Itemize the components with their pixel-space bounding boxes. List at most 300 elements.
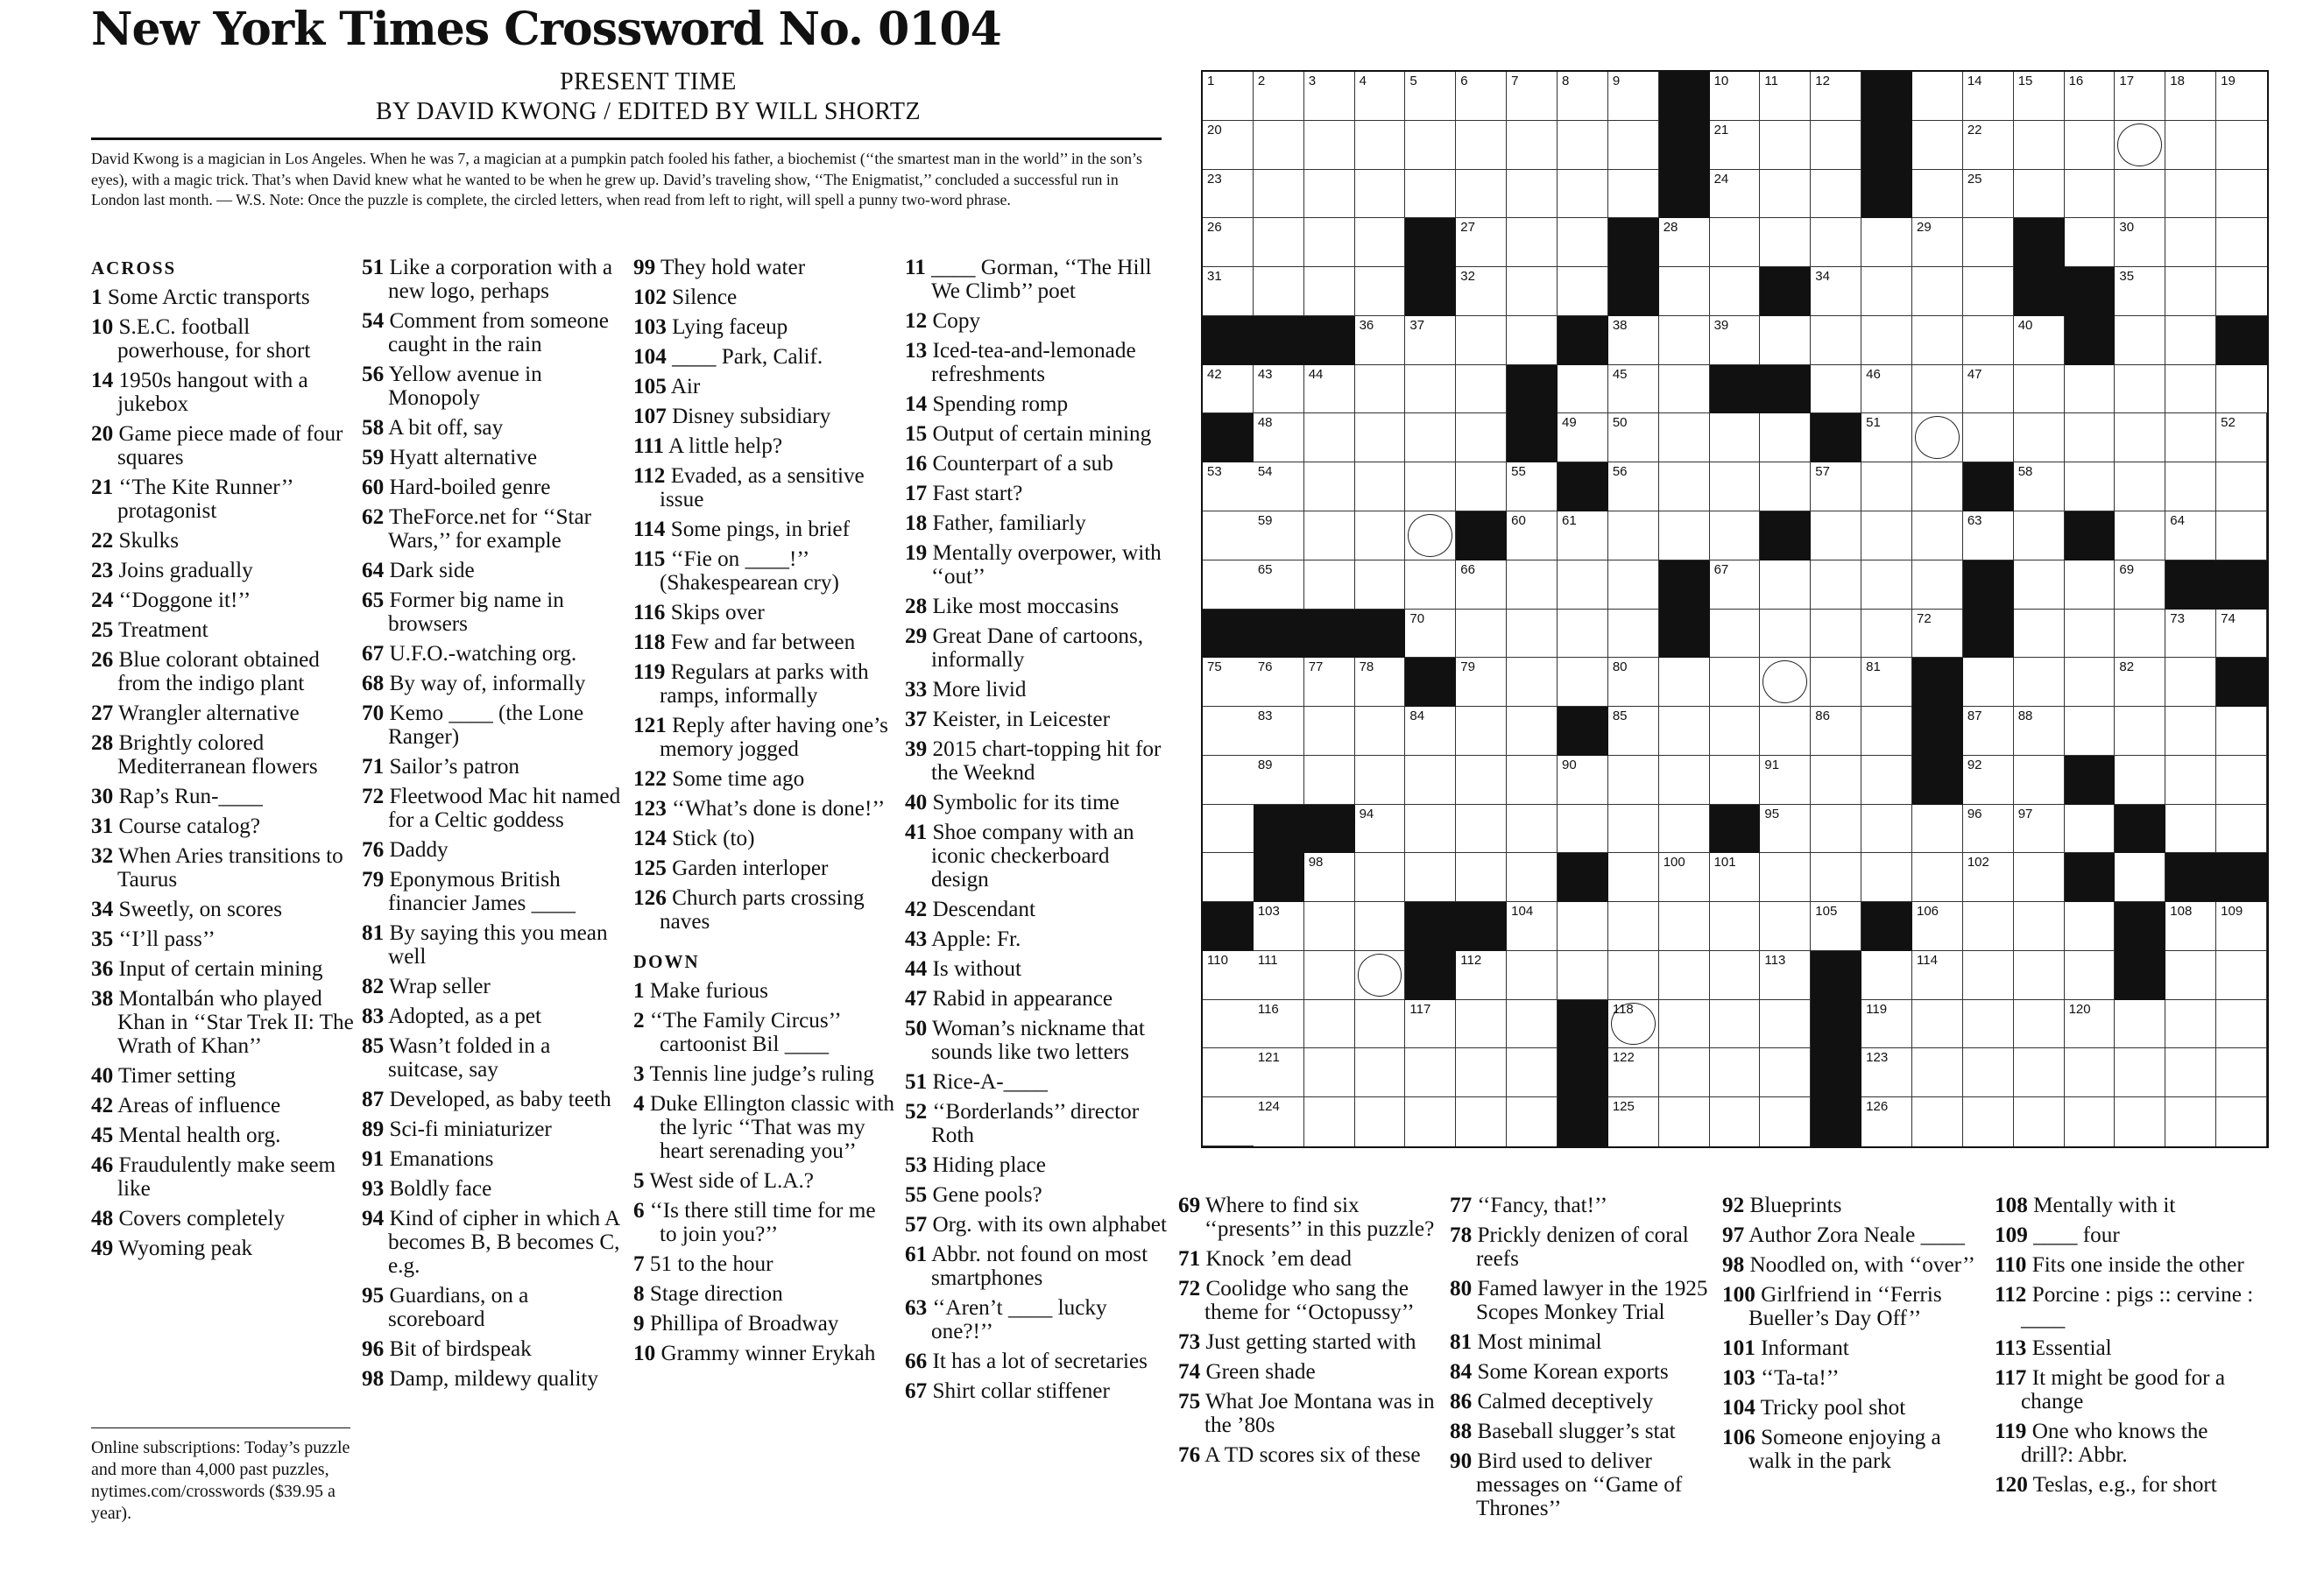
grid-cell[interactable] [1304,121,1355,170]
grid-cell[interactable] [1912,805,1963,854]
grid-cell[interactable] [1811,462,1861,511]
grid-cell[interactable] [2165,1097,2216,1146]
grid-cell[interactable] [2065,72,2116,121]
grid-cell[interactable] [1608,756,1659,805]
grid-cell[interactable] [1304,560,1355,610]
grid-cell[interactable] [1203,707,1254,756]
grid-cell[interactable] [1203,951,1254,1000]
grid-cell[interactable] [1659,756,1710,805]
grid-cell[interactable] [1203,853,1254,902]
grid-cell[interactable] [1963,658,2014,707]
grid-cell[interactable] [2014,365,2065,414]
grid-cell[interactable] [1254,658,1304,707]
grid-cell[interactable] [2165,658,2216,707]
grid-cell[interactable] [1760,805,1811,854]
grid-cell[interactable] [1963,72,2014,121]
grid-cell[interactable] [2216,170,2267,219]
grid-cell[interactable] [2065,610,2116,659]
grid-cell[interactable] [1507,707,1558,756]
grid-cell[interactable] [1558,560,1608,610]
grid-cell[interactable] [1456,1097,1507,1146]
grid-cell[interactable] [1963,511,2014,560]
grid-cell[interactable] [1760,1097,1811,1146]
grid-cell[interactable] [1405,170,1456,219]
grid-cell[interactable] [1355,560,1406,610]
grid-cell[interactable] [1304,218,1355,267]
grid-cell[interactable] [2115,610,2165,659]
grid-cell[interactable] [2065,805,2116,854]
grid-cell[interactable] [2014,902,2065,951]
grid-cell[interactable] [1507,121,1558,170]
grid-cell[interactable] [1608,560,1659,610]
grid-cell[interactable] [1507,1048,1558,1097]
grid-cell[interactable] [1912,121,1963,170]
grid-cell[interactable] [1456,560,1507,610]
grid-cell[interactable] [2216,1000,2267,1049]
grid-cell[interactable] [1710,853,1761,902]
grid-cell[interactable] [2065,1048,2116,1097]
grid-cell[interactable] [1912,170,1963,219]
grid-cell[interactable] [1811,511,1861,560]
grid-cell[interactable] [2115,462,2165,511]
grid-cell[interactable] [1912,1048,1963,1097]
grid-cell[interactable] [1203,560,1254,610]
grid-cell[interactable] [1456,170,1507,219]
grid-cell[interactable] [1861,511,1912,560]
grid-cell[interactable] [1456,218,1507,267]
grid-cell[interactable] [1608,902,1659,951]
grid-cell[interactable] [2216,951,2267,1000]
grid-cell[interactable] [2165,413,2216,462]
grid-cell[interactable] [2065,170,2116,219]
grid-cell[interactable] [1608,951,1659,1000]
grid-cell[interactable] [1608,511,1659,560]
grid-cell[interactable] [1963,121,2014,170]
grid-cell[interactable] [1304,1000,1355,1049]
grid-cell[interactable] [1304,170,1355,219]
grid-cell[interactable] [1507,511,1558,560]
grid-cell[interactable] [1912,560,1963,610]
grid-cell[interactable] [1254,365,1304,414]
grid-cell[interactable] [1355,365,1406,414]
grid-cell[interactable] [1558,413,1608,462]
grid-cell[interactable] [1558,218,1608,267]
grid-cell[interactable] [1760,72,1811,121]
grid-cell[interactable] [1760,560,1811,610]
grid-cell[interactable] [2216,707,2267,756]
grid-cell[interactable] [1710,218,1761,267]
grid-cell[interactable] [1203,805,1254,854]
grid-cell[interactable] [1456,413,1507,462]
grid-cell[interactable] [1456,1000,1507,1049]
grid-cell[interactable] [1405,707,1456,756]
grid-cell[interactable] [1456,72,1507,121]
grid-cell[interactable] [1558,365,1608,414]
grid-cell[interactable] [1710,316,1761,365]
grid-cell[interactable] [2014,1048,2065,1097]
grid-cell[interactable] [1912,365,1963,414]
grid-cell[interactable] [1811,316,1861,365]
grid-cell[interactable] [1254,218,1304,267]
grid-cell[interactable] [1760,610,1811,659]
grid-cell[interactable] [1760,1048,1811,1097]
grid-cell[interactable] [1304,658,1355,707]
grid-cell[interactable] [1254,707,1304,756]
grid-cell[interactable] [2014,805,2065,854]
grid-cell[interactable] [1659,707,1710,756]
grid-cell[interactable] [1760,756,1811,805]
grid-cell[interactable] [2014,462,2065,511]
grid-cell[interactable] [1811,560,1861,610]
grid-cell[interactable] [2165,365,2216,414]
grid-cell[interactable] [1760,218,1811,267]
grid-cell[interactable] [1405,610,1456,659]
grid-cell[interactable] [1507,1097,1558,1146]
grid-cell[interactable] [1710,170,1761,219]
grid-cell[interactable] [1254,462,1304,511]
grid-cell[interactable] [1203,658,1254,707]
grid-cell[interactable] [1355,511,1406,560]
grid-cell[interactable] [1203,1048,1254,1097]
grid-cell[interactable] [1811,610,1861,659]
grid-cell[interactable] [1710,72,1761,121]
grid-cell[interactable] [1861,365,1912,414]
grid-cell[interactable] [1912,1097,1963,1146]
grid-cell[interactable] [1203,1097,1254,1146]
grid-cell[interactable] [1405,1048,1456,1097]
grid-cell[interactable] [1456,316,1507,365]
grid-cell[interactable] [1405,365,1456,414]
grid-cell[interactable] [1861,610,1912,659]
grid-cell[interactable] [2216,72,2267,121]
grid-cell[interactable] [2165,267,2216,316]
grid-cell[interactable] [1507,267,1558,316]
grid-cell[interactable] [1254,902,1304,951]
grid-cell[interactable] [1710,707,1761,756]
grid-cell[interactable] [1456,658,1507,707]
grid-cell[interactable] [2216,365,2267,414]
grid-cell[interactable] [1507,951,1558,1000]
grid-cell[interactable] [1405,756,1456,805]
grid-cell[interactable] [1963,267,2014,316]
grid-cell[interactable] [1608,707,1659,756]
grid-cell[interactable] [1304,951,1355,1000]
grid-cell[interactable] [1254,72,1304,121]
grid-cell[interactable] [1558,511,1608,560]
grid-cell[interactable] [2014,511,2065,560]
grid-cell[interactable] [1203,267,1254,316]
grid-cell[interactable] [2065,365,2116,414]
grid-cell[interactable] [1811,853,1861,902]
grid-cell[interactable] [1963,218,2014,267]
grid-cell[interactable] [1254,951,1304,1000]
grid-cell[interactable] [1963,170,2014,219]
grid-cell[interactable] [1963,316,2014,365]
grid-cell[interactable] [1304,413,1355,462]
grid-cell[interactable] [1254,1000,1304,1049]
grid-cell[interactable] [2065,951,2116,1000]
grid-cell[interactable] [1659,658,1710,707]
grid-cell[interactable] [1405,121,1456,170]
grid-cell[interactable] [1355,902,1406,951]
grid-cell[interactable] [2165,951,2216,1000]
grid-cell[interactable] [2216,218,2267,267]
grid-cell[interactable] [2165,316,2216,365]
grid-cell[interactable] [2014,170,2065,219]
grid-cell[interactable] [1254,756,1304,805]
grid-cell[interactable] [1304,756,1355,805]
grid-cell[interactable] [1963,413,2014,462]
grid-cell[interactable] [1760,902,1811,951]
grid-cell[interactable] [1355,658,1406,707]
grid-cell[interactable] [1355,267,1406,316]
grid-cell[interactable] [2014,951,2065,1000]
grid-cell[interactable] [1760,170,1811,219]
grid-cell[interactable] [1710,1048,1761,1097]
grid-cell[interactable] [2216,902,2267,951]
grid-cell[interactable] [1304,902,1355,951]
grid-cell[interactable] [1405,1000,1456,1049]
grid-cell[interactable] [2165,462,2216,511]
grid-cell[interactable] [1861,1000,1912,1049]
grid-cell[interactable] [1861,658,1912,707]
grid-cell[interactable] [2014,1000,2065,1049]
grid-cell[interactable] [1405,1097,1456,1146]
grid-cell[interactable] [1861,951,1912,1000]
grid-cell[interactable] [2165,902,2216,951]
grid-cell[interactable] [2065,902,2116,951]
grid-cell[interactable] [1456,610,1507,659]
grid-cell[interactable] [1304,853,1355,902]
grid-cell[interactable] [2014,72,2065,121]
grid-cell[interactable] [1507,316,1558,365]
grid-cell[interactable] [2065,1000,2116,1049]
grid-cell[interactable] [1760,462,1811,511]
grid-cell[interactable] [1304,1097,1355,1146]
grid-cell[interactable] [2115,707,2165,756]
grid-cell[interactable] [1456,121,1507,170]
grid-cell[interactable] [1963,951,2014,1000]
grid-cell[interactable] [1203,756,1254,805]
grid-cell[interactable] [1912,462,1963,511]
grid-cell[interactable] [2165,805,2216,854]
grid-cell[interactable] [1304,707,1355,756]
grid-cell[interactable] [1558,805,1608,854]
grid-cell[interactable] [1811,805,1861,854]
grid-cell[interactable] [1811,121,1861,170]
grid-cell[interactable] [2115,121,2165,170]
grid-cell[interactable] [1355,218,1406,267]
grid-cell[interactable] [2014,707,2065,756]
grid-cell[interactable] [1811,170,1861,219]
grid-cell[interactable] [2165,707,2216,756]
grid-cell[interactable] [2014,756,2065,805]
grid-cell[interactable] [1963,902,2014,951]
grid-cell[interactable] [1304,1048,1355,1097]
grid-cell[interactable] [1861,462,1912,511]
grid-cell[interactable] [1760,413,1811,462]
grid-cell[interactable] [1861,805,1912,854]
grid-cell[interactable] [1659,316,1710,365]
grid-cell[interactable] [1203,121,1254,170]
grid-cell[interactable] [1710,1000,1761,1049]
grid-cell[interactable] [1710,902,1761,951]
grid-cell[interactable] [1507,170,1558,219]
grid-cell[interactable] [1203,511,1254,560]
grid-cell[interactable] [1405,72,1456,121]
grid-cell[interactable] [1355,805,1406,854]
grid-cell[interactable] [2165,170,2216,219]
grid-cell[interactable] [1659,1000,1710,1049]
grid-cell[interactable] [2065,462,2116,511]
grid-cell[interactable] [1811,756,1861,805]
grid-cell[interactable] [1912,1000,1963,1049]
grid-cell[interactable] [1355,316,1406,365]
grid-cell[interactable] [1558,610,1608,659]
grid-cell[interactable] [1254,267,1304,316]
grid-cell[interactable] [1203,365,1254,414]
grid-cell[interactable] [1254,121,1304,170]
grid-cell[interactable] [1861,316,1912,365]
grid-cell[interactable] [1811,707,1861,756]
grid-cell[interactable] [1254,1048,1304,1097]
grid-cell[interactable] [2115,316,2165,365]
grid-cell[interactable] [1861,413,1912,462]
grid-cell[interactable] [1608,853,1659,902]
grid-cell[interactable] [1710,121,1761,170]
grid-cell[interactable] [2014,316,2065,365]
grid-cell[interactable] [2014,658,2065,707]
grid-cell[interactable] [2115,853,2165,902]
grid-cell[interactable] [1912,72,1963,121]
grid-cell[interactable] [1659,902,1710,951]
grid-cell[interactable] [1710,560,1761,610]
grid-cell[interactable] [1912,316,1963,365]
grid-cell[interactable] [1659,462,1710,511]
grid-cell[interactable] [1912,853,1963,902]
grid-cell[interactable] [2115,413,2165,462]
grid-cell[interactable] [1811,365,1861,414]
grid-cell[interactable] [1507,72,1558,121]
grid-cell[interactable] [1760,121,1811,170]
grid-cell[interactable] [1963,1048,2014,1097]
grid-cell[interactable] [1861,1048,1912,1097]
grid-cell[interactable] [1355,707,1406,756]
grid-cell[interactable] [2165,72,2216,121]
grid-cell[interactable] [1355,72,1406,121]
grid-cell[interactable] [2216,1048,2267,1097]
grid-cell[interactable] [1203,72,1254,121]
grid-cell[interactable] [1608,316,1659,365]
grid-cell[interactable] [1861,707,1912,756]
grid-cell[interactable] [1203,218,1254,267]
grid-cell[interactable] [1811,72,1861,121]
grid-cell[interactable] [1659,267,1710,316]
grid-cell[interactable] [1608,1097,1659,1146]
grid-cell[interactable] [2165,121,2216,170]
grid-cell[interactable] [1912,413,1963,462]
grid-cell[interactable] [1760,951,1811,1000]
grid-cell[interactable] [1355,756,1406,805]
grid-cell[interactable] [2216,805,2267,854]
grid-cell[interactable] [2165,218,2216,267]
grid-cell[interactable] [1203,170,1254,219]
grid-cell[interactable] [1811,658,1861,707]
grid-cell[interactable] [1558,72,1608,121]
grid-cell[interactable] [1963,707,2014,756]
grid-cell[interactable] [2065,560,2116,610]
grid-cell[interactable] [1456,462,1507,511]
grid-cell[interactable] [2165,610,2216,659]
grid-cell[interactable] [1405,316,1456,365]
grid-cell[interactable] [1963,805,2014,854]
grid-cell[interactable] [1760,316,1811,365]
grid-cell[interactable] [1507,218,1558,267]
grid-cell[interactable] [2165,511,2216,560]
grid-cell[interactable] [2065,658,2116,707]
grid-cell[interactable] [1355,1097,1406,1146]
grid-cell[interactable] [1355,121,1406,170]
grid-cell[interactable] [1405,462,1456,511]
grid-cell[interactable] [1963,756,2014,805]
grid-cell[interactable] [1405,560,1456,610]
grid-cell[interactable] [1558,951,1608,1000]
grid-cell[interactable] [1912,951,1963,1000]
grid-cell[interactable] [2115,365,2165,414]
grid-cell[interactable] [1811,218,1861,267]
grid-cell[interactable] [1912,218,1963,267]
grid-cell[interactable] [1456,707,1507,756]
grid-cell[interactable] [1659,413,1710,462]
grid-cell[interactable] [1558,658,1608,707]
grid-cell[interactable] [1608,1048,1659,1097]
grid-cell[interactable] [2014,560,2065,610]
grid-cell[interactable] [1710,610,1761,659]
grid-cell[interactable] [1608,365,1659,414]
grid-cell[interactable] [1608,170,1659,219]
grid-cell[interactable] [1355,1000,1406,1049]
grid-cell[interactable] [1608,658,1659,707]
grid-cell[interactable] [1811,267,1861,316]
grid-cell[interactable] [1608,413,1659,462]
grid-cell[interactable] [2014,1097,2065,1146]
grid-cell[interactable] [2115,560,2165,610]
grid-cell[interactable] [1304,72,1355,121]
grid-cell[interactable] [1507,1000,1558,1049]
grid-cell[interactable] [2014,413,2065,462]
grid-cell[interactable] [1203,1000,1254,1049]
grid-cell[interactable] [2216,121,2267,170]
grid-cell[interactable] [1254,1097,1304,1146]
grid-cell[interactable] [1304,462,1355,511]
grid-cell[interactable] [2065,707,2116,756]
grid-cell[interactable] [1861,218,1912,267]
grid-cell[interactable] [1355,853,1406,902]
grid-cell[interactable] [2216,1097,2267,1146]
grid-cell[interactable] [2115,756,2165,805]
grid-cell[interactable] [1507,462,1558,511]
grid-cell[interactable] [2115,658,2165,707]
grid-cell[interactable] [1456,951,1507,1000]
grid-cell[interactable] [1659,511,1710,560]
grid-cell[interactable] [1760,658,1811,707]
grid-cell[interactable] [1710,511,1761,560]
grid-cell[interactable] [1355,170,1406,219]
grid-cell[interactable] [1355,951,1406,1000]
grid-cell[interactable] [2115,218,2165,267]
grid-cell[interactable] [2216,756,2267,805]
grid-cell[interactable] [1558,121,1608,170]
